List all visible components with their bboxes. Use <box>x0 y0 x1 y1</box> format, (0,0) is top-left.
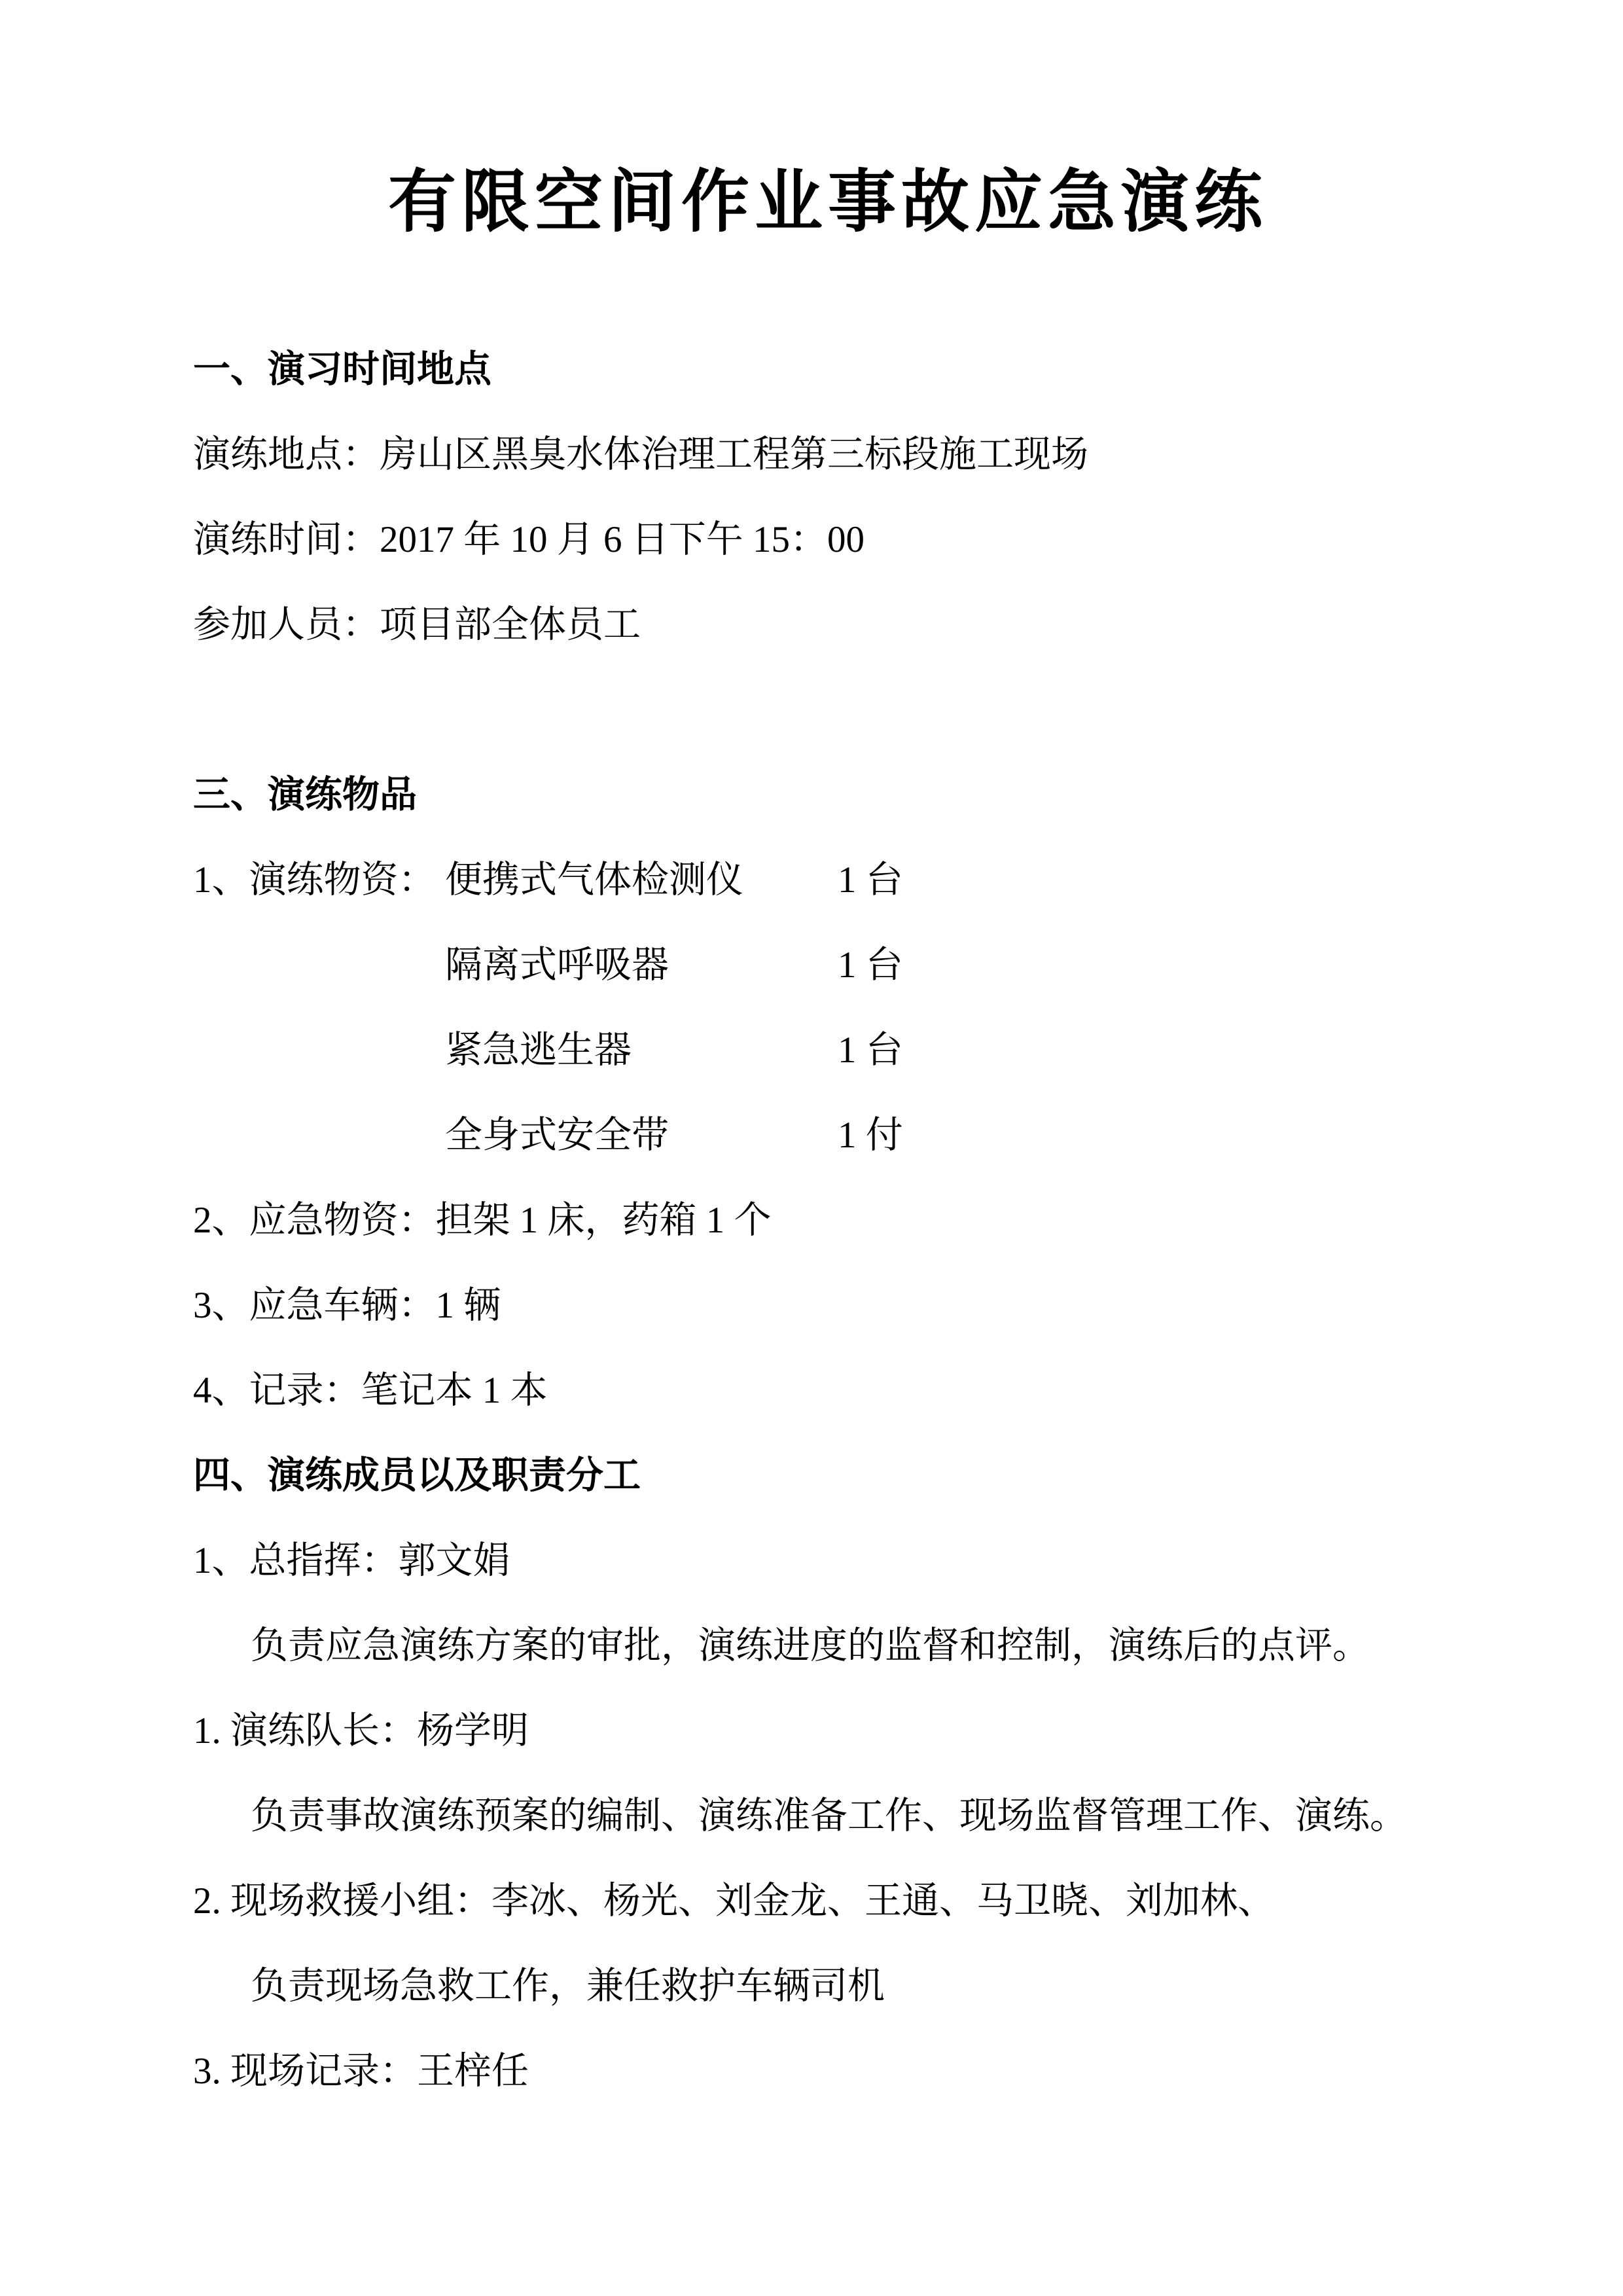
equipment-row <box>193 1093 1463 1178</box>
equipment-row <box>193 1008 1463 1093</box>
section3-heading: 三、演练物品 <box>193 774 417 816</box>
role-line-site-recorder: 3. 现场记录：王梓任 <box>193 2051 529 2092</box>
duty-line-rescue-team: 负责现场急救工作，兼任救护车辆司机 <box>251 1965 885 2007</box>
equipment-row <box>193 838 1463 923</box>
equipment-name: 全身式安全带 <box>445 1115 669 1156</box>
equipment-qty: 1 台 <box>838 1030 903 1071</box>
participants-line: 参加人员：项目部全体员工 <box>193 604 641 645</box>
equipment-qty: 1 台 <box>838 944 903 986</box>
equipment-name: 紧急逃生器 <box>445 1030 632 1071</box>
role-line-rescue-team: 2. 现场救援小组：李冰、杨光、刘金龙、王通、马卫晓、刘加林、 <box>193 1880 1275 1922</box>
duty-line-team-leader: 负责事故演练预案的编制、演练准备工作、现场监督管理工作、演练。 <box>251 1795 1407 1837</box>
role-line-commander: 1、总指挥：郭文娟 <box>193 1540 510 1581</box>
equipment-qty: 1 付 <box>838 1115 903 1156</box>
duty-line-commander: 负责应急演练方案的审批，演练进度的监督和控制，演练后的点评。 <box>251 1625 1370 1666</box>
drill-location-line: 演练地点：房山区黑臭水体治理工程第三标段施工现场 <box>193 434 1088 475</box>
equipment-list-prefix-empty <box>193 923 445 1008</box>
section1-heading: 一、演习时间地点 <box>193 349 491 390</box>
supplies-item-emergency-materials: 2、应急物资：担架 1 床，药箱 1 个 <box>193 1200 772 1241</box>
equipment-name: 便携式气体检测仪 <box>445 859 743 901</box>
supplies-item-emergency-vehicle: 3、应急车辆：1 辆 <box>193 1285 501 1326</box>
equipment-row <box>193 923 1463 1008</box>
equipment-list-prefix: 1、演练物资： <box>193 859 436 901</box>
supplies-item-record: 4、记录：笔记本 1 本 <box>193 1370 548 1411</box>
equipment-name: 隔离式呼吸器 <box>445 944 669 986</box>
role-line-team-leader: 1. 演练队长：杨学明 <box>193 1710 529 1751</box>
document-title: 有限空间作业事故应急演练 <box>387 165 1268 240</box>
drill-time-line: 演练时间：2017 年 10 月 6 日下午 15：00 <box>193 519 865 560</box>
blank-line <box>193 668 1463 753</box>
section4-heading: 四、演练成员以及职责分工 <box>193 1455 641 1496</box>
equipment-list-prefix-empty <box>193 1008 445 1093</box>
equipment-list-prefix-empty <box>193 1093 445 1178</box>
equipment-qty: 1 台 <box>838 859 903 901</box>
